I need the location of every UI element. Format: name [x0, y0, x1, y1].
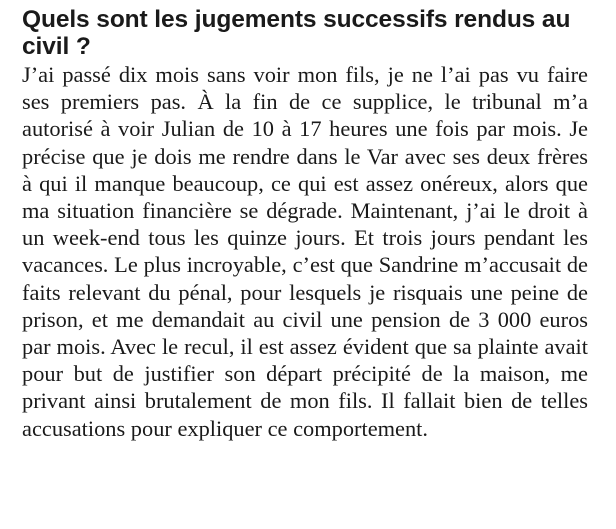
article-block — [22, 6, 588, 442]
answer-paragraph: J’ai passé dix mois sans voir mon fils, je ne l’ai pas vu faire ses premiers pas. À la fin de ce supplice, le tribunal m’a autorisé à voir Julian de 10 à 17 heures une fois par mois. Je précise que je dois me rendre dans le Var avec ses deux frères à qui il manque beaucoup, ce qui est assez onéreux, alors que ma situation financière se dégrade. Maintenant, j’ai le droit à un week-end tous les quinze jours. Et trois jours pendant les vacances. Le plus incroyable, c’est que Sandrine m’accusait de faits relevant du pénal, pour lesquels je risquais une peine de prison, et me demandait au civil une pension de 3 000 euros par mois. Avec le recul, il est assez évident que sa plainte avait pour but de justifier son départ précipité de la maison, me privant ainsi brutalement de mon fils. Il fallait bien de telles accusations pour expliquer ce comportement. — [22, 62, 588, 441]
question-heading: Quels sont les jugements successifs rendus au civil ? — [22, 6, 571, 60]
